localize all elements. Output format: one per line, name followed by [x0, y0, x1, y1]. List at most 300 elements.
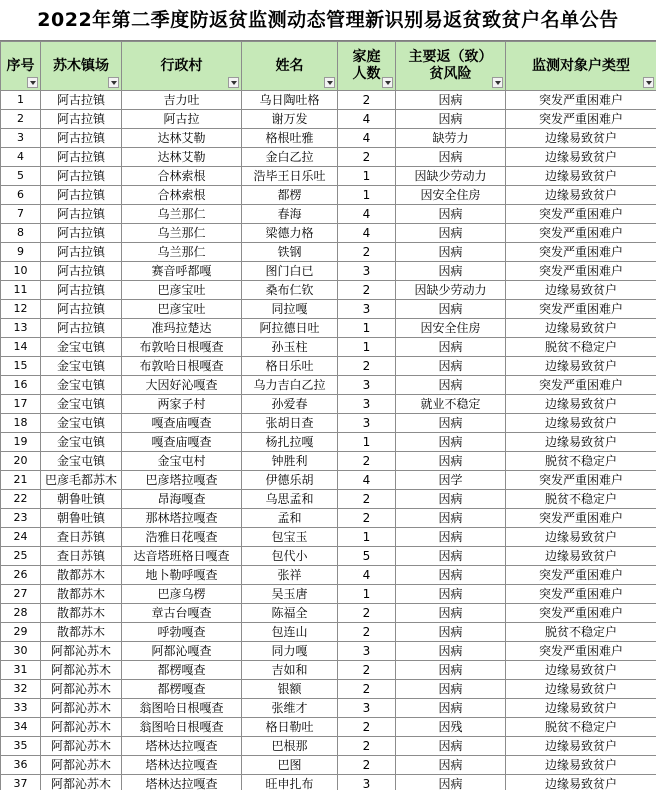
cell-name[interactable]: 孟和: [242, 509, 338, 528]
column-header-label: 行政村: [160, 57, 203, 74]
cell-type[interactable]: 突发严重困难户: [506, 471, 656, 490]
cell-village[interactable]: 地卜勒呼嘎查: [122, 566, 242, 585]
cell-size[interactable]: 2: [338, 148, 396, 167]
cell-village[interactable]: 赛音呼都嘎: [122, 262, 242, 281]
cell-village[interactable]: 巴彦乌楞: [122, 585, 242, 604]
cell-type[interactable]: 突发严重困难户: [506, 91, 656, 110]
cell-no[interactable]: 35: [1, 737, 41, 756]
cell-type[interactable]: 突发严重困难户: [506, 243, 656, 262]
cell-no[interactable]: 29: [1, 623, 41, 642]
cell-no[interactable]: 20: [1, 452, 41, 471]
cell-risk[interactable]: 因病: [396, 642, 506, 661]
cell-town[interactable]: 阿都沁苏木: [41, 718, 122, 737]
cell-risk[interactable]: 因病: [396, 110, 506, 129]
cell-risk[interactable]: 因病: [396, 756, 506, 775]
cell-name[interactable]: 孙玉柱: [242, 338, 338, 357]
cell-size[interactable]: 1: [338, 528, 396, 547]
cell-risk[interactable]: 因病: [396, 528, 506, 547]
cell-no[interactable]: 15: [1, 357, 41, 376]
cell-risk[interactable]: 因病: [396, 585, 506, 604]
cell-village[interactable]: 金宝屯村: [122, 452, 242, 471]
cell-no[interactable]: 17: [1, 395, 41, 414]
cell-risk[interactable]: 因缺少劳动力: [396, 281, 506, 300]
cell-risk[interactable]: 缺劳力: [396, 129, 506, 148]
cell-size[interactable]: 4: [338, 110, 396, 129]
cell-town[interactable]: 阿古拉镇: [41, 243, 122, 262]
table-row: [1, 148, 656, 167]
filter-dropdown-icon[interactable]: [324, 77, 335, 88]
cell-village[interactable]: 大因好沁嘎查: [122, 376, 242, 395]
cell-size[interactable]: 1: [338, 167, 396, 186]
cell-town[interactable]: 查日苏镇: [41, 547, 122, 566]
cell-risk[interactable]: 因病: [396, 414, 506, 433]
cell-name[interactable]: 巴根那: [242, 737, 338, 756]
table-row: [1, 414, 656, 433]
table-row: [1, 91, 656, 110]
cell-name[interactable]: 浩毕王日乐吐: [242, 167, 338, 186]
table-row: [1, 566, 656, 585]
cell-village[interactable]: 达音塔班格日嘎查: [122, 547, 242, 566]
column-header-label: 苏木镇场: [53, 57, 109, 74]
table-row: [1, 528, 656, 547]
filter-dropdown-icon[interactable]: [643, 77, 654, 88]
header-row: [1, 42, 656, 91]
cell-size[interactable]: 2: [338, 509, 396, 528]
cell-name[interactable]: 铁钢: [242, 243, 338, 262]
filter-dropdown-icon[interactable]: [108, 77, 119, 88]
cell-village[interactable]: 翁图哈日根嘎查: [122, 699, 242, 718]
table-row: [1, 642, 656, 661]
cell-size[interactable]: 4: [338, 224, 396, 243]
cell-village[interactable]: 翁图哈日根嘎查: [122, 718, 242, 737]
cell-type[interactable]: 边缘易致贫户: [506, 129, 656, 148]
cell-town[interactable]: 朝鲁吐镇: [41, 490, 122, 509]
cell-risk[interactable]: 因病: [396, 433, 506, 452]
cell-name[interactable]: 乌思孟和: [242, 490, 338, 509]
cell-size[interactable]: 3: [338, 262, 396, 281]
table-row: [1, 604, 656, 623]
table-row: [1, 376, 656, 395]
table-row: [1, 585, 656, 604]
cell-risk[interactable]: 就业不稳定: [396, 395, 506, 414]
cell-risk[interactable]: 因病: [396, 262, 506, 281]
cell-village[interactable]: 布敦哈日根嘎查: [122, 338, 242, 357]
cell-town[interactable]: 金宝屯镇: [41, 433, 122, 452]
cell-village[interactable]: 呼勃嘎查: [122, 623, 242, 642]
cell-risk[interactable]: 因缺少劳动力: [396, 167, 506, 186]
cell-no[interactable]: 2: [1, 110, 41, 129]
cell-type[interactable]: 边缘易致贫户: [506, 319, 656, 338]
cell-no[interactable]: 36: [1, 756, 41, 775]
cell-name[interactable]: 谢万发: [242, 110, 338, 129]
cell-no[interactable]: 10: [1, 262, 41, 281]
cell-type[interactable]: 边缘易致贫户: [506, 680, 656, 699]
cell-size[interactable]: 3: [338, 414, 396, 433]
cell-size[interactable]: 2: [338, 281, 396, 300]
column-header-village: [122, 42, 242, 91]
cell-village[interactable]: 阿都沁嘎查: [122, 642, 242, 661]
cell-town[interactable]: 散都苏木: [41, 585, 122, 604]
cell-risk[interactable]: 因病: [396, 338, 506, 357]
cell-size[interactable]: 4: [338, 566, 396, 585]
cell-risk[interactable]: 因病: [396, 775, 506, 790]
cell-town[interactable]: 阿古拉镇: [41, 300, 122, 319]
cell-name[interactable]: 张胡日查: [242, 414, 338, 433]
cell-no[interactable]: 21: [1, 471, 41, 490]
cell-risk[interactable]: 因病: [396, 661, 506, 680]
cell-type[interactable]: 突发严重困难户: [506, 585, 656, 604]
cell-risk[interactable]: 因病: [396, 148, 506, 167]
cell-town[interactable]: 阿古拉镇: [41, 129, 122, 148]
cell-town[interactable]: 阿都沁苏木: [41, 680, 122, 699]
cell-size[interactable]: 2: [338, 623, 396, 642]
cell-name[interactable]: 张维才: [242, 699, 338, 718]
cell-town[interactable]: 金宝屯镇: [41, 414, 122, 433]
cell-name[interactable]: 陈福全: [242, 604, 338, 623]
cell-size[interactable]: 1: [338, 433, 396, 452]
cell-type[interactable]: 边缘易致贫户: [506, 167, 656, 186]
cell-name[interactable]: 春海: [242, 205, 338, 224]
cell-size[interactable]: 3: [338, 376, 396, 395]
cell-village[interactable]: 巴彦宝吐: [122, 300, 242, 319]
cell-risk[interactable]: 因学: [396, 471, 506, 490]
cell-name[interactable]: 梁德力格: [242, 224, 338, 243]
cell-risk[interactable]: 因病: [396, 680, 506, 699]
cell-no[interactable]: 19: [1, 433, 41, 452]
table-row: [1, 509, 656, 528]
cell-name[interactable]: 图门白已: [242, 262, 338, 281]
cell-name[interactable]: 同拉嘎: [242, 300, 338, 319]
cell-name[interactable]: 巴图: [242, 756, 338, 775]
cell-name[interactable]: 乌日陶吐格: [242, 91, 338, 110]
cell-town[interactable]: 阿古拉镇: [41, 91, 122, 110]
cell-no[interactable]: 16: [1, 376, 41, 395]
cell-village[interactable]: 塔林达拉嘎查: [122, 756, 242, 775]
cell-type[interactable]: 突发严重困难户: [506, 509, 656, 528]
cell-type[interactable]: 脱贫不稳定户: [506, 338, 656, 357]
cell-type[interactable]: 边缘易致贫户: [506, 699, 656, 718]
cell-village[interactable]: 两家子村: [122, 395, 242, 414]
cell-size[interactable]: 3: [338, 395, 396, 414]
cell-type[interactable]: 脱贫不稳定户: [506, 490, 656, 509]
cell-town[interactable]: 阿都沁苏木: [41, 642, 122, 661]
cell-risk[interactable]: 因病: [396, 357, 506, 376]
cell-town[interactable]: 阿都沁苏木: [41, 699, 122, 718]
cell-name[interactable]: 包宝玉: [242, 528, 338, 547]
cell-type[interactable]: 突发严重困难户: [506, 604, 656, 623]
cell-size[interactable]: 2: [338, 604, 396, 623]
cell-type[interactable]: 边缘易致贫户: [506, 737, 656, 756]
cell-size[interactable]: 4: [338, 129, 396, 148]
cell-village[interactable]: 吉力吐: [122, 91, 242, 110]
cell-town[interactable]: 金宝屯镇: [41, 452, 122, 471]
cell-town[interactable]: 阿古拉镇: [41, 224, 122, 243]
cell-risk[interactable]: 因病: [396, 699, 506, 718]
cell-no[interactable]: 8: [1, 224, 41, 243]
cell-size[interactable]: 2: [338, 737, 396, 756]
cell-village[interactable]: 巴彦宝吐: [122, 281, 242, 300]
cell-village[interactable]: 阿古拉: [122, 110, 242, 129]
cell-risk[interactable]: 因病: [396, 737, 506, 756]
table-row: [1, 661, 656, 680]
cell-size[interactable]: 3: [338, 775, 396, 790]
cell-no[interactable]: 22: [1, 490, 41, 509]
cell-no[interactable]: 18: [1, 414, 41, 433]
cell-name[interactable]: 格根吐雅: [242, 129, 338, 148]
cell-village[interactable]: 浩雅日花嘎查: [122, 528, 242, 547]
cell-village[interactable]: 达林艾勒: [122, 148, 242, 167]
cell-size[interactable]: 4: [338, 205, 396, 224]
cell-no[interactable]: 9: [1, 243, 41, 262]
cell-village[interactable]: 乌兰那仁: [122, 243, 242, 262]
cell-no[interactable]: 24: [1, 528, 41, 547]
cell-risk[interactable]: 因病: [396, 452, 506, 471]
cell-risk[interactable]: 因病: [396, 376, 506, 395]
cell-name[interactable]: 包代小: [242, 547, 338, 566]
cell-risk[interactable]: 因病: [396, 604, 506, 623]
cell-size[interactable]: 2: [338, 91, 396, 110]
cell-town[interactable]: 朝鲁吐镇: [41, 509, 122, 528]
cell-town[interactable]: 阿古拉镇: [41, 110, 122, 129]
cell-village[interactable]: 章古台嘎查: [122, 604, 242, 623]
cell-no[interactable]: 26: [1, 566, 41, 585]
cell-town[interactable]: 阿古拉镇: [41, 186, 122, 205]
table-row: [1, 262, 656, 281]
cell-type[interactable]: 边缘易致贫户: [506, 414, 656, 433]
cell-size[interactable]: 2: [338, 661, 396, 680]
cell-name[interactable]: 都楞: [242, 186, 338, 205]
cell-town[interactable]: 散都苏木: [41, 604, 122, 623]
cell-size[interactable]: 2: [338, 490, 396, 509]
cell-size[interactable]: 3: [338, 642, 396, 661]
cell-size[interactable]: 2: [338, 243, 396, 262]
cell-name[interactable]: 吉如和: [242, 661, 338, 680]
cell-village[interactable]: 合林索根: [122, 186, 242, 205]
cell-no[interactable]: 33: [1, 699, 41, 718]
table-row: [1, 452, 656, 471]
filter-dropdown-icon[interactable]: [492, 77, 503, 88]
cell-no[interactable]: 27: [1, 585, 41, 604]
cell-size[interactable]: 2: [338, 756, 396, 775]
filter-dropdown-icon[interactable]: [228, 77, 239, 88]
cell-type[interactable]: 边缘易致贫户: [506, 775, 656, 790]
cell-no[interactable]: 30: [1, 642, 41, 661]
cell-no[interactable]: 37: [1, 775, 41, 790]
cell-no[interactable]: 34: [1, 718, 41, 737]
cell-name[interactable]: 乌力吉白乙拉: [242, 376, 338, 395]
cell-name[interactable]: 金白乙拉: [242, 148, 338, 167]
cell-type[interactable]: 突发严重困难户: [506, 262, 656, 281]
cell-size[interactable]: 1: [338, 319, 396, 338]
cell-risk[interactable]: 因病: [396, 300, 506, 319]
cell-no[interactable]: 11: [1, 281, 41, 300]
cell-town[interactable]: 阿古拉镇: [41, 205, 122, 224]
cell-type[interactable]: 脱贫不稳定户: [506, 718, 656, 737]
cell-no[interactable]: 14: [1, 338, 41, 357]
cell-village[interactable]: 那林塔拉嘎查: [122, 509, 242, 528]
cell-village[interactable]: 乌兰那仁: [122, 205, 242, 224]
cell-name[interactable]: 桑布仁钦: [242, 281, 338, 300]
table-row: [1, 433, 656, 452]
cell-name[interactable]: 同力嘎: [242, 642, 338, 661]
cell-type[interactable]: 边缘易致贫户: [506, 756, 656, 775]
cell-no[interactable]: 12: [1, 300, 41, 319]
table-row: [1, 357, 656, 376]
cell-village[interactable]: 达林艾勒: [122, 129, 242, 148]
cell-risk[interactable]: 因残: [396, 718, 506, 737]
cell-no[interactable]: 3: [1, 129, 41, 148]
cell-village[interactable]: 布敦哈日根嘎查: [122, 357, 242, 376]
cell-town[interactable]: 阿古拉镇: [41, 319, 122, 338]
cell-size[interactable]: 2: [338, 680, 396, 699]
column-header-size: [338, 42, 396, 91]
cell-town[interactable]: 查日苏镇: [41, 528, 122, 547]
cell-size[interactable]: 3: [338, 699, 396, 718]
cell-size[interactable]: 3: [338, 300, 396, 319]
cell-size[interactable]: 2: [338, 718, 396, 737]
cell-town[interactable]: 阿都沁苏木: [41, 661, 122, 680]
table-row: [1, 775, 656, 790]
cell-village[interactable]: 嘎查庙嘎查: [122, 433, 242, 452]
table-row: [1, 718, 656, 737]
cell-size[interactable]: 2: [338, 357, 396, 376]
cell-village[interactable]: 塔林达拉嘎查: [122, 737, 242, 756]
cell-name[interactable]: 旺申扎布: [242, 775, 338, 790]
cell-type[interactable]: 突发严重困难户: [506, 566, 656, 585]
cell-town[interactable]: 巴彦毛都苏木: [41, 471, 122, 490]
cell-town[interactable]: 阿古拉镇: [41, 281, 122, 300]
cell-town[interactable]: 阿古拉镇: [41, 167, 122, 186]
cell-type[interactable]: 边缘易致贫户: [506, 357, 656, 376]
cell-risk[interactable]: 因病: [396, 566, 506, 585]
cell-town[interactable]: 阿古拉镇: [41, 262, 122, 281]
cell-type[interactable]: 突发严重困难户: [506, 110, 656, 129]
cell-type[interactable]: 突发严重困难户: [506, 224, 656, 243]
cell-village[interactable]: 合林索根: [122, 167, 242, 186]
cell-name[interactable]: 伊德乐胡: [242, 471, 338, 490]
filter-dropdown-icon[interactable]: [382, 77, 393, 88]
cell-risk[interactable]: 因病: [396, 490, 506, 509]
cell-type[interactable]: 边缘易致贫户: [506, 433, 656, 452]
cell-no[interactable]: 28: [1, 604, 41, 623]
cell-type[interactable]: 突发严重困难户: [506, 300, 656, 319]
cell-type[interactable]: 边缘易致贫户: [506, 395, 656, 414]
cell-risk[interactable]: 因病: [396, 243, 506, 262]
cell-name[interactable]: 孙爱春: [242, 395, 338, 414]
cell-town[interactable]: 金宝屯镇: [41, 338, 122, 357]
cell-name[interactable]: 银额: [242, 680, 338, 699]
cell-no[interactable]: 4: [1, 148, 41, 167]
cell-no[interactable]: 7: [1, 205, 41, 224]
cell-town[interactable]: 阿都沁苏木: [41, 737, 122, 756]
cell-size[interactable]: 4: [338, 471, 396, 490]
cell-type[interactable]: 边缘易致贫户: [506, 186, 656, 205]
cell-name[interactable]: 杨扎拉嘎: [242, 433, 338, 452]
column-header-label: 序号: [6, 57, 35, 74]
cell-village[interactable]: 准玛拉楚达: [122, 319, 242, 338]
cell-village[interactable]: 嘎查庙嘎查: [122, 414, 242, 433]
cell-town[interactable]: 阿都沁苏木: [41, 756, 122, 775]
cell-name[interactable]: 吴玉唐: [242, 585, 338, 604]
table-row: [1, 680, 656, 699]
cell-risk[interactable]: 因病: [396, 205, 506, 224]
cell-town[interactable]: 金宝屯镇: [41, 357, 122, 376]
cell-no[interactable]: 5: [1, 167, 41, 186]
cell-type[interactable]: 突发严重困难户: [506, 376, 656, 395]
cell-risk[interactable]: 因病: [396, 547, 506, 566]
cell-town[interactable]: 散都苏木: [41, 623, 122, 642]
cell-no[interactable]: 6: [1, 186, 41, 205]
cell-size[interactable]: 1: [338, 585, 396, 604]
table-row: [1, 737, 656, 756]
cell-size[interactable]: 5: [338, 547, 396, 566]
cell-size[interactable]: 1: [338, 186, 396, 205]
cell-type[interactable]: 边缘易致贫户: [506, 547, 656, 566]
cell-risk[interactable]: 因病: [396, 509, 506, 528]
cell-village[interactable]: 巴彦塔拉嘎查: [122, 471, 242, 490]
table-body: [1, 91, 656, 790]
cell-type[interactable]: 边缘易致贫户: [506, 281, 656, 300]
table-row: [1, 547, 656, 566]
cell-town[interactable]: 金宝屯镇: [41, 395, 122, 414]
column-header-label: 主要返（致）贫风险: [408, 49, 493, 82]
cell-size[interactable]: 2: [338, 452, 396, 471]
table-row: [1, 756, 656, 775]
cell-town[interactable]: 散都苏木: [41, 566, 122, 585]
cell-name[interactable]: 格日勒吐: [242, 718, 338, 737]
cell-type[interactable]: 脱贫不稳定户: [506, 452, 656, 471]
cell-name[interactable]: 钟胜利: [242, 452, 338, 471]
cell-type[interactable]: 边缘易致贫户: [506, 661, 656, 680]
cell-village[interactable]: 昂海嘎查: [122, 490, 242, 509]
cell-type[interactable]: 边缘易致贫户: [506, 528, 656, 547]
table-row: [1, 395, 656, 414]
cell-town[interactable]: 金宝屯镇: [41, 376, 122, 395]
cell-village[interactable]: 塔林达拉嘎查: [122, 775, 242, 790]
table-row: [1, 623, 656, 642]
cell-village[interactable]: 都楞嘎查: [122, 680, 242, 699]
cell-type[interactable]: 脱贫不稳定户: [506, 623, 656, 642]
filter-dropdown-icon[interactable]: [27, 77, 38, 88]
cell-name[interactable]: 阿拉德日吐: [242, 319, 338, 338]
cell-size[interactable]: 1: [338, 338, 396, 357]
cell-town[interactable]: 阿古拉镇: [41, 148, 122, 167]
cell-name[interactable]: 包连山: [242, 623, 338, 642]
table-row: [1, 186, 656, 205]
cell-no[interactable]: 23: [1, 509, 41, 528]
cell-risk[interactable]: 因病: [396, 224, 506, 243]
cell-no[interactable]: 25: [1, 547, 41, 566]
table-row: [1, 129, 656, 148]
cell-type[interactable]: 边缘易致贫户: [506, 148, 656, 167]
cell-village[interactable]: 都楞嘎查: [122, 661, 242, 680]
cell-name[interactable]: 张祥: [242, 566, 338, 585]
cell-no[interactable]: 32: [1, 680, 41, 699]
cell-risk[interactable]: 因安全住房: [396, 319, 506, 338]
cell-name[interactable]: 格日乐吐: [242, 357, 338, 376]
cell-village[interactable]: 乌兰那仁: [122, 224, 242, 243]
cell-risk[interactable]: 因病: [396, 91, 506, 110]
cell-risk[interactable]: 因病: [396, 623, 506, 642]
cell-type[interactable]: 突发严重困难户: [506, 205, 656, 224]
cell-no[interactable]: 13: [1, 319, 41, 338]
cell-no[interactable]: 31: [1, 661, 41, 680]
cell-type[interactable]: 突发严重困难户: [506, 642, 656, 661]
cell-town[interactable]: 阿都沁苏木: [41, 775, 122, 790]
table-row: [1, 471, 656, 490]
cell-risk[interactable]: 因安全住房: [396, 186, 506, 205]
cell-no[interactable]: 1: [1, 91, 41, 110]
